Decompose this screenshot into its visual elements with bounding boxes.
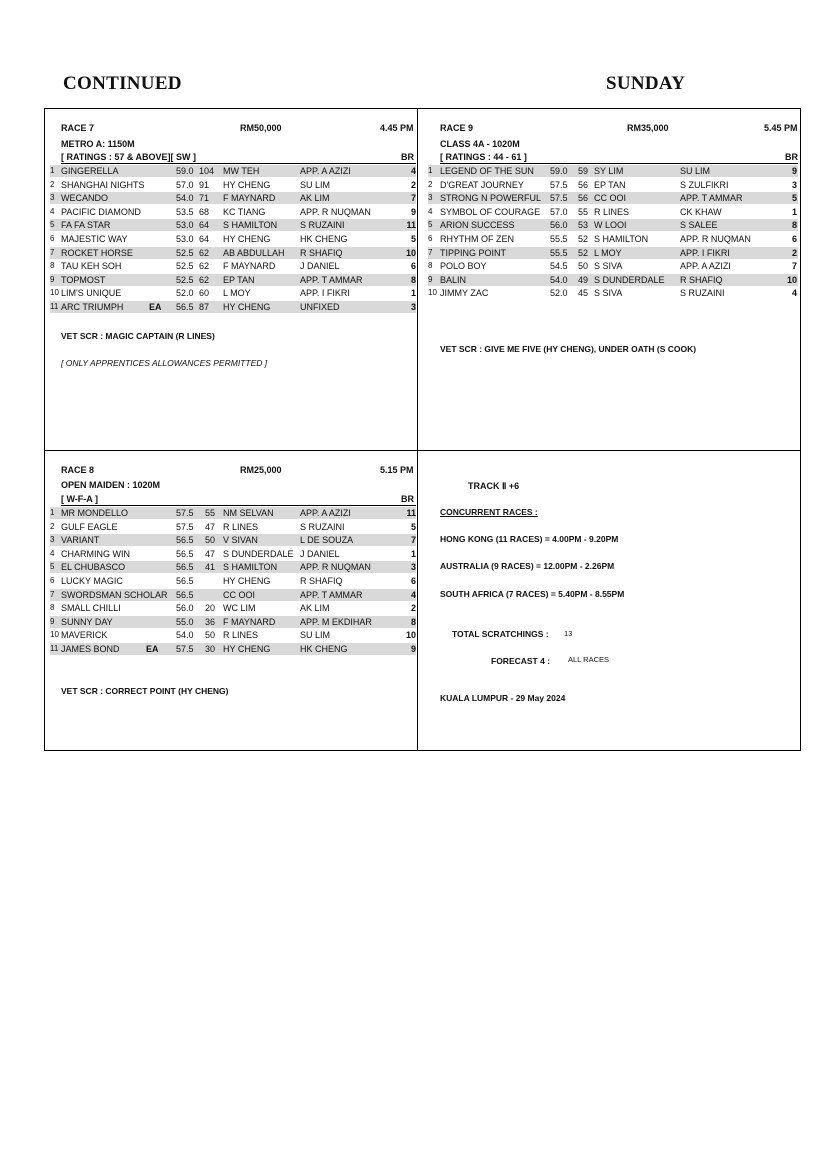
horse-name: LEGEND OF THE SUN: [440, 166, 534, 176]
barrier: 8: [410, 616, 416, 627]
runner-number: 5: [50, 562, 55, 572]
race-time: 5.45 PM: [764, 123, 798, 133]
vet-scratching: VET SCR : CORRECT POINT (HY CHENG): [61, 686, 229, 696]
runner-row: [50, 616, 416, 628]
jockey: APP. I FIKRI: [680, 247, 730, 258]
horse-name: BALIN: [440, 274, 467, 285]
runner-row: [428, 247, 798, 259]
horse-name: CHARMING WIN: [61, 548, 130, 559]
ea-flag: EA: [149, 302, 162, 312]
rating: 20: [205, 603, 216, 614]
runner-number: 8: [50, 603, 55, 613]
handicap-weight: 54.0: [176, 630, 194, 641]
jockey: SU LIM: [300, 630, 331, 641]
horse-name: RHYTHM OF ZEN: [440, 234, 514, 244]
handicap-weight: 59.0: [550, 166, 568, 176]
runner-number: 6: [50, 576, 55, 585]
horse-name: EL CHUBASCO: [61, 562, 126, 573]
barrier: 6: [791, 234, 797, 244]
runner-row: [428, 274, 798, 286]
jockey: HK CHENG: [300, 234, 348, 244]
handicap-weight: 52.5: [176, 261, 194, 272]
barrier: 3: [410, 562, 416, 573]
runner-row: [428, 165, 798, 177]
runner-row: [50, 534, 416, 546]
handicap-weight: 57.5: [550, 193, 568, 204]
barrier: 1: [410, 288, 416, 299]
barrier: 9: [410, 206, 416, 217]
runner-number: 5: [50, 220, 55, 230]
jockey: UNFIXED: [300, 302, 340, 312]
horse-name: SWORDSMAN SCHOLAR: [61, 589, 168, 600]
jockey: APP. T AMMAR: [300, 589, 363, 600]
jockey: APP. T AMMAR: [680, 193, 743, 204]
br-label: BR: [401, 152, 414, 162]
runner-row: [428, 219, 798, 231]
rating: 50: [578, 261, 589, 272]
runner-number: 4: [50, 548, 55, 558]
runner-row: [50, 589, 416, 601]
trainer: EP TAN: [223, 274, 255, 285]
runner-number: 7: [50, 589, 55, 599]
rating: 50: [205, 630, 216, 641]
horse-name: WECANDO: [61, 193, 108, 204]
trainer: CC OOI: [594, 193, 627, 204]
race-card-grid: [44, 108, 801, 751]
rating: 47: [205, 521, 216, 532]
barrier: 8: [791, 220, 797, 231]
handicap-weight: 56.5: [176, 589, 194, 600]
jockey: S RUZAINI: [680, 288, 725, 299]
runner-row: [428, 287, 798, 299]
jockey: CK KHAW: [680, 206, 722, 217]
venue-date: KUALA LUMPUR - 29 May 2024: [440, 693, 566, 703]
trainer: S SIVA: [594, 261, 623, 272]
handicap-weight: 55.5: [550, 247, 568, 258]
jockey: AK LIM: [300, 193, 330, 204]
handicap-weight: 56.5: [176, 302, 194, 312]
runner-row: [50, 206, 416, 218]
handicap-weight: 53.5: [176, 206, 194, 217]
jockey: SU LIM: [680, 166, 711, 176]
jockey: R SHAFIQ: [300, 247, 343, 258]
barrier: 7: [791, 261, 797, 272]
row-divider: [45, 450, 800, 451]
horse-name: GINGERELLA: [61, 166, 119, 176]
handicap-weight: 57.5: [176, 521, 194, 532]
handicap-weight: 59.0: [176, 166, 194, 176]
race-note: [ ONLY APPRENTICES ALLOWANCES PERMITTED ]: [61, 358, 268, 368]
barrier: 6: [410, 576, 416, 586]
horse-name: GULF EAGLE: [61, 521, 118, 532]
rating: 62: [199, 247, 210, 258]
race-ratings: [ W-F-A ]: [61, 494, 98, 504]
trainer: SY LIM: [594, 166, 624, 176]
rating: 68: [199, 206, 210, 217]
horse-name: STRONG N POWERFUL: [440, 193, 542, 204]
race-time: 5.15 PM: [380, 465, 414, 475]
rating: 104: [199, 166, 215, 176]
race-title: RACE 9: [440, 123, 474, 133]
runner-row: [50, 274, 416, 286]
runner-number: 1: [50, 508, 55, 517]
jockey: APP. I FIKRI: [300, 288, 350, 299]
barrier: 4: [410, 589, 416, 600]
handicap-weight: 56.5: [176, 548, 194, 559]
barrier: 3: [410, 302, 416, 312]
rating: 60: [199, 288, 210, 299]
total-scratchings-label: TOTAL SCRATCHINGS :: [452, 629, 549, 639]
runner-number: 4: [50, 206, 55, 216]
jockey: HK CHENG: [300, 644, 348, 654]
runner-number: 9: [50, 274, 55, 284]
trainer: F MAYNARD: [223, 616, 276, 627]
vet-scratching: VET SCR : GIVE ME FIVE (HY CHENG), UNDER OATH (S COOK): [440, 344, 697, 354]
header-day: SUNDAY: [606, 73, 686, 94]
concurrent-hong-kong: HONG KONG (11 RACES) = 4.00PM - 9.20PM: [440, 534, 619, 544]
race-ratings: [ RATINGS : 57 & ABOVE][ SW ]: [61, 152, 196, 162]
runner-number: 11: [50, 644, 59, 653]
race-prize: RM35,000: [627, 123, 669, 133]
header-rule: [440, 163, 798, 164]
trainer: V SIVAN: [223, 535, 258, 546]
barrier: 9: [791, 166, 797, 176]
br-label: BR: [785, 152, 798, 162]
horse-name: SUNNY DAY: [61, 616, 113, 627]
trainer: CC OOI: [223, 589, 256, 600]
runner-row: [50, 192, 416, 204]
trainer: WC LIM: [223, 603, 256, 614]
barrier: 9: [410, 644, 416, 654]
jockey: APP. A AZIZI: [300, 508, 351, 518]
forecast-label: FORECAST 4 :: [491, 656, 551, 666]
handicap-weight: 57.5: [550, 179, 568, 190]
runner-number: 10: [50, 288, 59, 298]
rating: 62: [199, 274, 210, 285]
handicap-weight: 52.0: [176, 288, 194, 299]
handicap-weight: 54.0: [550, 274, 568, 285]
handicap-weight: 53.0: [176, 220, 194, 231]
handicap-weight: 56.5: [176, 562, 194, 573]
rating: 55: [578, 206, 589, 217]
race-title: RACE 8: [61, 465, 95, 475]
handicap-weight: 53.0: [176, 234, 194, 244]
trainer: W LOOI: [594, 220, 627, 231]
barrier: 10: [786, 274, 797, 285]
runner-row: [50, 247, 416, 259]
trainer: NM SELVAN: [223, 508, 274, 518]
horse-name: TAU KEH SOH: [61, 261, 122, 272]
horse-name: JIMMY ZAC: [440, 288, 489, 299]
trainer: L MOY: [223, 288, 251, 299]
barrier: 8: [410, 274, 416, 285]
rating: 45: [578, 288, 589, 299]
horse-name: TIPPING POINT: [440, 247, 507, 258]
runner-number: 9: [428, 274, 433, 284]
runner-row: [50, 575, 416, 587]
runner-row: [50, 521, 416, 533]
runner-row: [50, 219, 416, 231]
ea-flag: EA: [146, 644, 159, 654]
runner-row: [50, 233, 416, 245]
runner-number: 4: [428, 206, 433, 216]
horse-name: SHANGHAI NIGHTS: [61, 179, 145, 190]
runner-row: [50, 548, 416, 560]
horse-name: MR MONDELLO: [61, 508, 129, 518]
runner-number: 3: [428, 193, 433, 203]
barrier: 11: [406, 508, 416, 518]
header-rule: [61, 505, 416, 506]
barrier: 11: [406, 220, 416, 231]
horse-name: FA FA STAR: [61, 220, 111, 231]
jockey: J DANIEL: [300, 548, 340, 559]
jockey: APP. R NUQMAN: [300, 562, 371, 573]
handicap-weight: 57.5: [176, 508, 194, 518]
runner-number: 11: [50, 302, 59, 311]
race-prize: RM25,000: [240, 465, 282, 475]
rating: 30: [205, 644, 216, 654]
trainer: F MAYNARD: [223, 261, 276, 272]
barrier: 7: [410, 193, 416, 204]
barrier: 5: [410, 234, 416, 244]
trainer: L MOY: [594, 247, 622, 258]
jockey: R SHAFIQ: [300, 576, 343, 586]
race-time: 4.45 PM: [380, 123, 414, 133]
trainer: F MAYNARD: [223, 193, 276, 204]
barrier: 10: [405, 247, 416, 258]
barrier: 2: [791, 247, 797, 258]
runner-number: 6: [50, 234, 55, 243]
trainer: AB ABDULLAH: [223, 247, 285, 258]
race-class: METRO A: 1150M: [61, 139, 135, 149]
horse-name: MAJESTIC WAY: [61, 234, 128, 244]
horse-name: SMALL CHILLI: [61, 603, 121, 614]
handicap-weight: 56.5: [176, 535, 194, 546]
runner-number: 8: [50, 261, 55, 271]
vet-scratching: VET SCR : MAGIC CAPTAIN (R LINES): [61, 331, 215, 341]
runner-row: [50, 643, 416, 655]
horse-name: TOPMOST: [61, 274, 106, 285]
horse-name: POLO BOY: [440, 261, 487, 272]
rating: 49: [578, 274, 589, 285]
trainer: EP TAN: [594, 179, 626, 190]
horse-name: ARC TRIUMPH: [61, 302, 124, 312]
runner-number: 9: [50, 616, 55, 626]
jockey: R SHAFIQ: [680, 274, 723, 285]
runner-row: [50, 602, 416, 614]
jockey: APP. T AMMAR: [300, 274, 363, 285]
runner-row: [50, 287, 416, 299]
rating: 64: [199, 234, 210, 244]
barrier: 3: [791, 179, 797, 190]
jockey: S RUZAINI: [300, 220, 345, 231]
runner-row: [50, 561, 416, 573]
horse-name: LUCKY MAGIC: [61, 576, 123, 586]
rating: 53: [578, 220, 589, 231]
rating: 62: [199, 261, 210, 272]
handicap-weight: 54.5: [550, 261, 568, 272]
barrier: 5: [410, 521, 416, 532]
runner-number: 10: [50, 630, 59, 640]
trainer: S DUNDERDALE: [594, 274, 665, 285]
jockey: S RUZAINI: [300, 521, 345, 532]
race-class: OPEN MAIDEN : 1020M: [61, 480, 161, 490]
runner-number: 2: [50, 521, 55, 531]
runner-number: 10: [428, 288, 437, 298]
runner-row: [428, 233, 798, 245]
concurrent-australia: AUSTRALIA (9 RACES) = 12.00PM - 2.26PM: [440, 561, 615, 571]
runner-row: [428, 206, 798, 218]
trainer: HY CHENG: [223, 576, 271, 586]
barrier: 2: [410, 603, 416, 614]
runner-number: 7: [428, 247, 433, 257]
trainer: HY CHENG: [223, 302, 271, 312]
column-divider: [417, 109, 418, 750]
header-continued: CONTINUED: [63, 73, 182, 94]
handicap-weight: 52.5: [176, 247, 194, 258]
barrier: 6: [410, 261, 416, 272]
barrier: 5: [791, 193, 797, 204]
runner-row: [50, 165, 416, 177]
runner-row: [50, 507, 416, 519]
jockey: APP. R NUQMAN: [300, 206, 371, 217]
trainer: HY CHENG: [223, 644, 271, 654]
rating: 41: [205, 562, 216, 573]
concurrent-races-title: CONCURRENT RACES :: [440, 507, 538, 517]
trainer: S DUNDERDALE: [223, 548, 294, 559]
barrier: 2: [410, 179, 416, 190]
rating: 59: [578, 166, 589, 176]
handicap-weight: 57.0: [176, 179, 194, 190]
track-condition: TRACK Ⅱ +6: [468, 481, 520, 491]
rating: 56: [578, 193, 589, 204]
horse-name: JAMES BOND: [61, 644, 120, 654]
trainer: S HAMILTON: [223, 562, 278, 573]
trainer: R LINES: [223, 521, 259, 532]
jockey: S SALEE: [680, 220, 718, 231]
race-ratings: [ RATINGS : 44 - 61 ]: [440, 152, 527, 162]
jockey: S ZULFIKRI: [680, 179, 729, 190]
race-class: CLASS 4A - 1020M: [440, 139, 520, 149]
horse-name: LIM'S UNIQUE: [61, 288, 122, 299]
runner-row: [428, 260, 798, 272]
header-rule: [61, 163, 416, 164]
horse-name: SYMBOL OF COURAGE: [440, 206, 541, 217]
trainer: HY CHENG: [223, 234, 271, 244]
jockey: APP. A AZIZI: [680, 261, 731, 272]
runner-row: [428, 192, 798, 204]
br-label: BR: [401, 494, 414, 504]
trainer: S HAMILTON: [223, 220, 278, 231]
rating: 50: [205, 535, 216, 546]
trainer: S HAMILTON: [594, 234, 649, 244]
handicap-weight: 56.5: [176, 576, 194, 586]
runner-number: 2: [428, 179, 433, 189]
barrier: 4: [791, 288, 797, 299]
jockey: AK LIM: [300, 603, 330, 614]
rating: 91: [199, 179, 210, 190]
trainer: MW TEH: [223, 166, 260, 176]
runner-row: [50, 179, 416, 191]
rating: 87: [199, 302, 210, 312]
concurrent-south-africa: SOUTH AFRICA (7 RACES) = 5.40PM - 8.55PM: [440, 589, 625, 599]
horse-name: D'GREAT JOURNEY: [440, 179, 524, 190]
runner-number: 1: [428, 166, 433, 175]
barrier: 1: [791, 206, 797, 217]
runner-number: 2: [50, 179, 55, 189]
jockey: L DE SOUZA: [300, 535, 354, 546]
handicap-weight: 54.0: [176, 193, 194, 204]
handicap-weight: 55.5: [550, 234, 568, 244]
total-scratchings-value: 13: [564, 629, 573, 638]
trainer: R LINES: [223, 630, 259, 641]
runner-row: [50, 629, 416, 641]
horse-name: MAVERICK: [61, 630, 108, 641]
handicap-weight: 55.0: [176, 616, 194, 627]
jockey: APP. M EKDIHAR: [300, 616, 372, 627]
trainer: HY CHENG: [223, 179, 271, 190]
rating: 64: [199, 220, 210, 231]
rating: 47: [205, 548, 216, 559]
barrier: 4: [410, 166, 416, 176]
horse-name: ARION SUCCESS: [440, 220, 515, 231]
runner-number: 8: [428, 261, 433, 271]
barrier: 10: [405, 630, 416, 641]
rating: 56: [578, 179, 589, 190]
jockey: SU LIM: [300, 179, 331, 190]
handicap-weight: 52.0: [550, 288, 568, 299]
barrier: 7: [410, 535, 416, 546]
handicap-weight: 57.5: [176, 644, 194, 654]
forecast-value: ALL RACES: [568, 655, 609, 664]
rating: 52: [578, 234, 589, 244]
trainer: R LINES: [594, 206, 630, 217]
rating: 36: [205, 616, 216, 627]
runner-number: 5: [428, 220, 433, 230]
runner-number: 3: [50, 535, 55, 545]
jockey: APP. A AZIZI: [300, 166, 351, 176]
runner-number: 7: [50, 247, 55, 257]
trainer: KC TIANG: [223, 206, 266, 217]
handicap-weight: 56.0: [550, 220, 568, 231]
horse-name: ROCKET HORSE: [61, 247, 133, 258]
jockey: J DANIEL: [300, 261, 340, 272]
rating: 55: [205, 508, 216, 518]
runner-row: [428, 179, 798, 191]
race-prize: RM50,000: [240, 123, 282, 133]
rating: 71: [199, 193, 210, 204]
horse-name: VARIANT: [61, 535, 100, 546]
trainer: S SIVA: [594, 288, 623, 299]
horse-name: PACIFIC DIAMOND: [61, 206, 141, 217]
rating: 52: [578, 247, 589, 258]
runner-number: 1: [50, 166, 55, 175]
runner-row: [50, 260, 416, 272]
runner-number: 3: [50, 193, 55, 203]
runner-number: 6: [428, 234, 433, 243]
race-title: RACE 7: [61, 123, 95, 133]
barrier: 1: [410, 548, 416, 559]
runner-row: [50, 301, 416, 313]
handicap-weight: 52.5: [176, 274, 194, 285]
handicap-weight: 57.0: [550, 206, 568, 217]
jockey: APP. R NUQMAN: [680, 234, 751, 244]
handicap-weight: 56.0: [176, 603, 194, 614]
